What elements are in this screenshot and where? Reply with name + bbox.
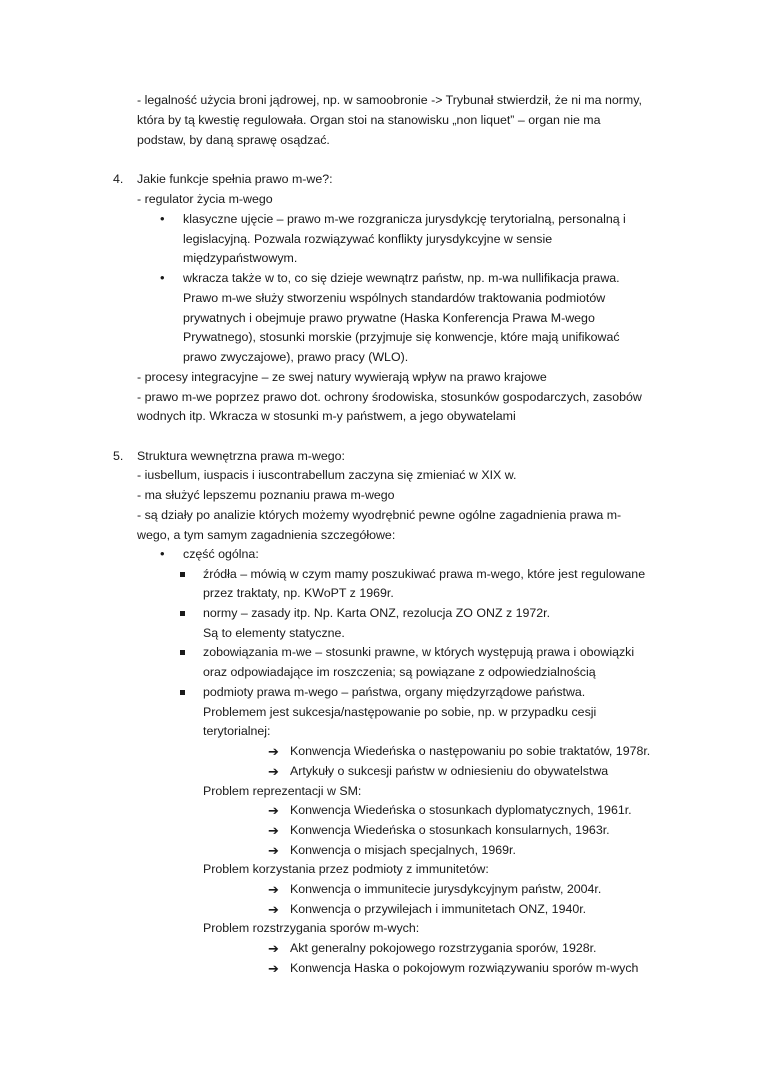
bullet-text: legislacyjną. Pozwala rozwiązywać konflikty jurysdykcyjne w sensie (183, 232, 553, 246)
general-part-label: część ogólna: (183, 547, 259, 561)
arrow-right-icon: ➔ (268, 823, 279, 838)
section-4-line: wodnych itp. Wkracza w stosunki m-y państwem, a jego obywatelami (137, 409, 516, 423)
square-bullet-icon (180, 690, 185, 695)
square-item-text: źródła – mówią w czym mamy poszukiwać prawa m-wego, które jest regulowane (203, 567, 646, 581)
convention-item: Konwencja o immunitecie jurysdykcyjnym państw, 2004r. (290, 882, 602, 896)
section-5-line: - są działy po analizie których możemy wyodrębnić pewne ogólne zagadnienia prawa m- (137, 508, 622, 522)
convention-item: Konwencja Haska o pokojowym rozwiązywaniu sporów m-wych (290, 961, 639, 975)
square-item-text: podmioty prawa m-wego – państwa, organy międzyrządowe państwa. (203, 685, 586, 699)
square-item-text: zobowiązania m-we – stosunki prawne, w których występują prawa i obowiązki (203, 645, 635, 659)
square-item-text: przez traktaty, np. KWoPT z 1969r. (203, 586, 394, 600)
arrow-right-icon: ➔ (268, 902, 279, 917)
convention-item: Akt generalny pokojowego rozstrzygania sporów, 1928r. (290, 941, 597, 955)
convention-item: Konwencja o przywilejach i immunitetach ONZ, 1940r. (290, 902, 587, 916)
section-5-heading: Struktura wewnętrzna prawa m-wego: (137, 449, 345, 463)
section-4-line: - prawo m-we poprzez prawo dot. ochrony środowiska, stosunków gospodarczych, zasobów (137, 390, 642, 404)
bullet-text: prawo zwyczajowe), prawo pracy (WLO). (183, 350, 409, 364)
square-item-text: Są to elementy statyczne. (203, 626, 345, 640)
arrow-right-icon: ➔ (268, 882, 279, 897)
convention-item: Konwencja Wiedeńska o stosunkach konsularnych, 1963r. (290, 823, 610, 837)
square-item-text: terytorialnej: (203, 724, 271, 738)
square-item-text: normy – zasady itp. Np. Karta ONZ, rezolucja ZO ONZ z 1972r. (203, 606, 551, 620)
square-item-text: oraz odpowiadające im roszczenia; są powiązane z odpowiedzialnością (203, 665, 596, 679)
section-4-number: 4. (113, 172, 124, 186)
convention-item: Konwencja o misjach specjalnych, 1969r. (290, 843, 516, 857)
arrow-right-icon: ➔ (268, 843, 279, 858)
arrow-right-icon: ➔ (268, 961, 279, 976)
section-5-line: - ma służyć lepszemu poznaniu prawa m-wego (137, 488, 395, 502)
intro-line: - legalność użycia broni jądrowej, np. w samoobronie -> Trybunał stwierdził, że ni ma normy, (137, 93, 642, 107)
group-label: Problem korzystania przez podmioty z immunitetów: (203, 862, 489, 876)
bullet-icon: • (160, 546, 165, 561)
bullet-text: klasyczne ujęcie – prawo m-we rozgranicza jurysdykcję terytorialną, personalną i (183, 212, 626, 226)
arrow-right-icon: ➔ (268, 803, 279, 818)
bullet-text: wkracza także w to, co się dzieje wewnątrz państw, np. m-wa nullifikacja prawa. (183, 271, 620, 285)
group-label: Problem reprezentacji w SM: (203, 784, 362, 798)
bullet-icon: • (160, 270, 165, 285)
section-4-line: - procesy integracyjne – ze swej natury wywierają wpływ na prawo krajowe (137, 370, 547, 384)
arrow-right-icon: ➔ (268, 744, 279, 759)
bullet-text: Prywatnego), stosunki morskie (przyjmuje się konwencje, które mają unifikować (183, 330, 620, 344)
section-5-line: - iusbellum, iuspacis i iuscontrabellum zaczyna się zmieniać w XIX w. (137, 468, 517, 482)
bullet-text: Prawo m-we służy stworzeniu wspólnych standardów traktowania podmiotów (183, 291, 606, 305)
group-label: Problem rozstrzygania sporów m-wych: (203, 921, 420, 935)
bullet-icon: • (160, 211, 165, 226)
intro-line: podstaw, by daną sprawę osądzać. (137, 133, 330, 147)
arrow-right-icon: ➔ (268, 764, 279, 779)
arrow-right-icon: ➔ (268, 941, 279, 956)
bullet-text: międzypaństwowym. (183, 251, 298, 265)
intro-line: która by tą kwestię regulowała. Organ stoi na stanowisku „non liquet” – organ nie ma (137, 113, 601, 127)
convention-item: Konwencja Wiedeńska o stosunkach dyplomatycznych, 1961r. (290, 803, 632, 817)
square-bullet-icon (180, 572, 185, 577)
convention-item: Artykuły o sukcesji państw w odniesieniu do obywatelstwa (290, 764, 609, 778)
square-item-text: Problemem jest sukcesja/następowanie po sobie, np. w przypadku cesji (203, 705, 597, 719)
section-5-line: wego, a tym samym zagadnienia szczegółowe: (137, 528, 396, 542)
square-bullet-icon (180, 611, 185, 616)
bullet-text: prywatnych i obejmuje prawo prywatne (Haska Konferencja Prawa M-wego (183, 311, 595, 325)
section-5-number: 5. (113, 449, 124, 463)
convention-item: Konwencja Wiedeńska o następowaniu po sobie traktatów, 1978r. (290, 744, 651, 758)
section-4-line: - regulator życia m-wego (137, 192, 273, 206)
section-4-heading: Jakie funkcje spełnia prawo m-we?: (137, 172, 333, 186)
square-bullet-icon (180, 650, 185, 655)
